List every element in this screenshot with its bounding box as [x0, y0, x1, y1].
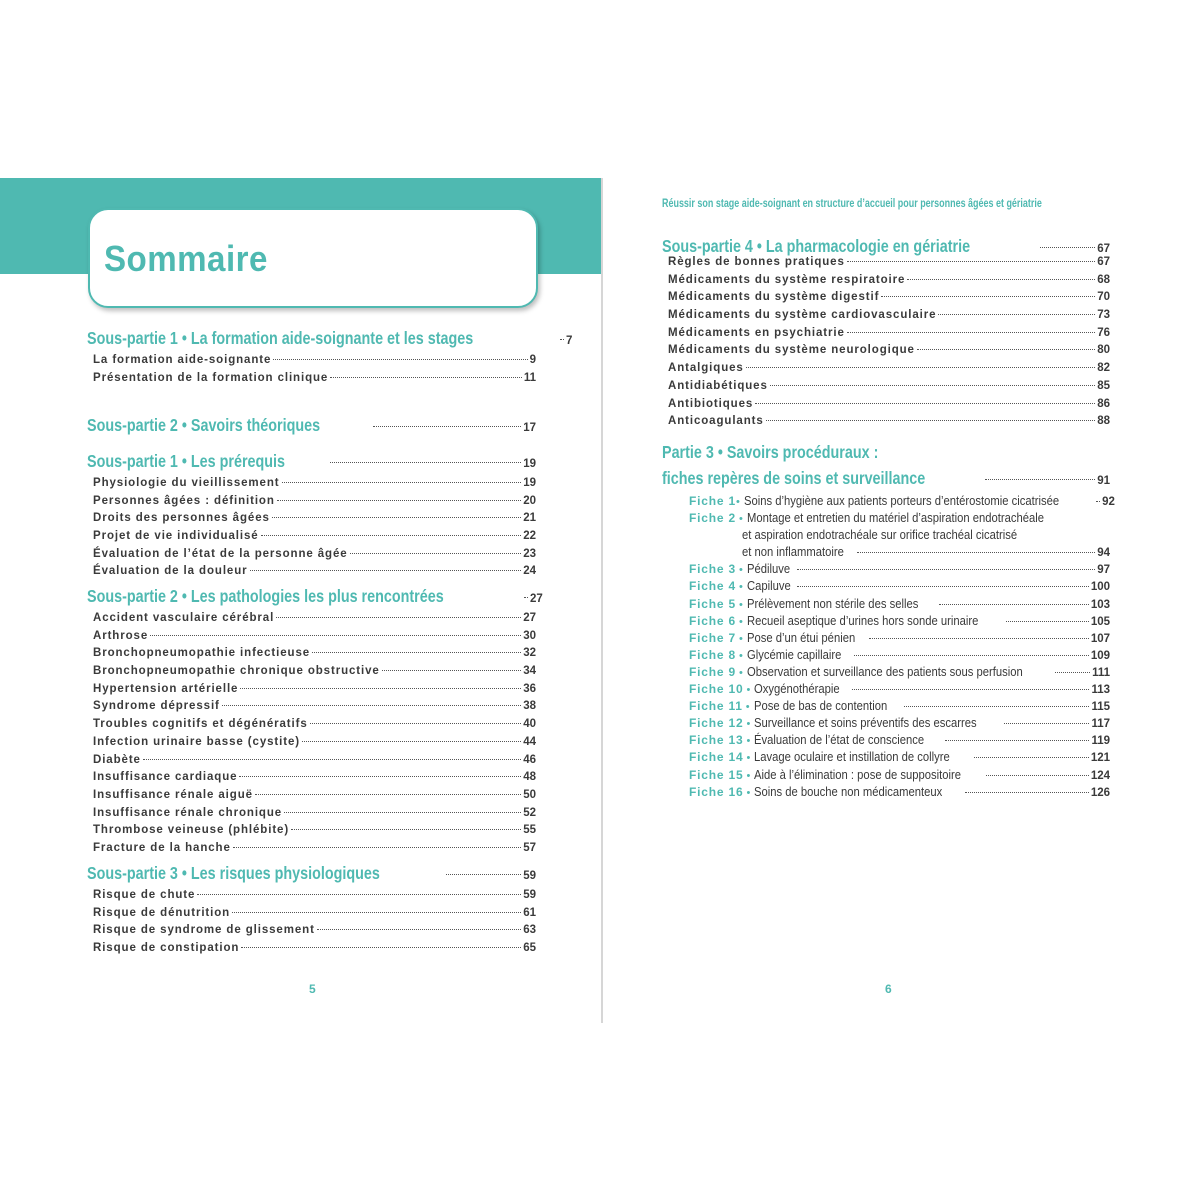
toc-item-page: 52: [523, 806, 536, 819]
toc-section: [87, 863, 536, 960]
toc-item[interactable]: [87, 565, 536, 583]
toc-section: [87, 328, 573, 389]
toc-heading-label: Sous-partie 1 • La formation aide-soignante et les stages: [87, 328, 474, 348]
dot-leader: [755, 403, 1095, 404]
toc-item-label: Anticoagulants: [668, 415, 764, 428]
fiche-entry[interactable]: [662, 631, 1110, 648]
page-title: Sommaire: [104, 238, 268, 279]
fiche-title: Montage et entretien du matériel d’aspiration endotrachéale: [746, 511, 1044, 526]
toc-item-label: Hypertension artérielle: [93, 682, 239, 695]
fiche-number: Fiche 3: [689, 562, 736, 577]
bullet-separator: •: [738, 581, 743, 594]
toc-item-page: 44: [523, 735, 536, 748]
bullet-separator: •: [738, 564, 743, 577]
toc-item[interactable]: [87, 771, 536, 789]
toc-heading[interactable]: [662, 442, 1110, 466]
toc-item-page: 73: [1097, 309, 1110, 322]
fiche-number: Fiche 13: [689, 733, 744, 748]
toc-item-page: 36: [523, 682, 536, 695]
dot-leader: [284, 812, 521, 813]
fiche-entry-continued[interactable]: [662, 528, 1110, 545]
toc-item-page: 32: [523, 647, 536, 660]
fiche-title: Prélèvement non stérile des selles: [746, 596, 919, 611]
toc-item[interactable]: [662, 398, 1110, 416]
toc-item-page: 67: [1097, 256, 1110, 268]
toc-item-page: 48: [523, 771, 536, 784]
toc-item[interactable]: [662, 256, 1110, 274]
toc-item-label: Projet de vie individualisé: [93, 530, 259, 543]
toc-item-label: Diabète: [93, 753, 141, 766]
toc-item[interactable]: [87, 736, 536, 754]
toc-item-page: 40: [523, 718, 536, 731]
toc-item-label: Présentation de la formation clinique: [93, 371, 329, 384]
dot-leader: [965, 792, 1088, 793]
fiche-entry[interactable]: [662, 733, 1110, 750]
fiche-page: 97: [1097, 564, 1110, 577]
toc-item[interactable]: [87, 630, 536, 648]
toc-item[interactable]: [87, 824, 536, 842]
dot-leader: [197, 894, 521, 895]
toc-item-label: Fracture de la hanche: [93, 841, 231, 854]
toc-item-label: Risque de constipation: [93, 942, 240, 955]
toc-heading-page: 59: [523, 870, 536, 882]
dot-leader: [261, 535, 522, 536]
toc-heading[interactable]: [87, 586, 543, 610]
dot-leader: [524, 597, 528, 598]
fiche-number: Fiche 8: [689, 647, 736, 662]
title-box: [88, 208, 538, 308]
fiche-entry[interactable]: [662, 562, 1110, 579]
toc-item-page: 57: [523, 841, 536, 854]
dot-leader: [273, 359, 527, 360]
toc-item[interactable]: [87, 683, 536, 701]
toc-item[interactable]: [662, 344, 1110, 362]
dot-leader: [854, 655, 1089, 656]
fiche-page: 105: [1090, 615, 1110, 628]
toc-item-label: Bronchopneumopathie infectieuse: [93, 647, 311, 660]
toc-item[interactable]: [87, 495, 536, 513]
bullet-separator: •: [736, 496, 740, 508]
toc-item-label: Antibiotiques: [668, 397, 754, 410]
toc-item-label: Risque de dénutrition: [93, 906, 231, 919]
toc-item[interactable]: [87, 700, 536, 718]
toc-item-page: 70: [1097, 291, 1110, 304]
fiche-number: Fiche 9: [689, 664, 736, 679]
dot-leader: [240, 688, 521, 689]
fiche-page: 126: [1090, 786, 1110, 799]
toc-section-pharmacologie: [662, 236, 1110, 433]
dot-leader: [746, 367, 1095, 368]
toc-item-label: Insuffisance rénale chronique: [93, 806, 283, 819]
right-page: [603, 178, 1200, 1023]
toc-item[interactable]: [662, 291, 1110, 309]
fiche-title: Observation et surveillance des patients sous perfusion: [746, 664, 1023, 679]
toc-item[interactable]: [87, 842, 536, 860]
toc-item-label: Insuffisance rénale aiguë: [93, 788, 253, 801]
fiche-title: Soins d’hygiène aux patients porteurs d’entérostomie cicatrisée: [743, 494, 1060, 508]
dot-leader: [945, 740, 1089, 741]
fiche-number: Fiche 11: [689, 699, 743, 714]
page-number: 6: [885, 982, 892, 996]
toc-heading-label: Sous-partie 3 • Les risques physiologiques: [87, 863, 380, 883]
dot-leader: [276, 617, 521, 618]
toc-item-page: 21: [523, 512, 536, 525]
bullet-separator: •: [746, 684, 751, 697]
toc-section: [87, 451, 536, 583]
toc-item-page: 30: [523, 629, 536, 642]
dot-leader: [917, 349, 1095, 350]
toc-item[interactable]: [87, 942, 536, 960]
dot-leader: [282, 482, 522, 483]
running-header: Réussir son stage aide-soignant en structure d’accueil pour personnes âgées et gériatrie: [662, 198, 1042, 210]
dot-leader: [847, 261, 1095, 262]
toc-heading-label: Sous-partie 2 • Les pathologies les plus rencontrées: [87, 586, 444, 606]
dot-leader: [446, 874, 521, 875]
toc-item-page: 38: [523, 700, 536, 713]
fiche-number: Fiche 12: [689, 716, 744, 731]
toc-heading[interactable]: [87, 328, 573, 352]
fiche-entry[interactable]: [662, 682, 1110, 699]
fiche-number: Fiche 10: [689, 682, 744, 697]
bullet-separator: •: [746, 752, 751, 765]
toc-item-page: 65: [523, 942, 536, 955]
toc-heading-label: Sous-partie 4 • La pharmacologie en gériatrie: [662, 236, 971, 256]
left-page: [0, 178, 601, 1023]
fiche-title: Lavage oculaire et instillation de collyre: [754, 750, 951, 765]
toc-item-page: 76: [1097, 326, 1110, 339]
dot-leader: [317, 929, 521, 930]
fiche-entry[interactable]: [662, 665, 1110, 682]
bullet-separator: •: [738, 615, 743, 628]
fiche-number: Fiche 1: [689, 494, 736, 508]
fiche-title: Oxygénothérapie: [754, 682, 840, 697]
toc-item-label: Médicaments du système digestif: [668, 291, 880, 304]
fiche-page: 115: [1091, 701, 1110, 714]
toc-item-page: 24: [523, 565, 536, 578]
toc-item-label: Antalgiques: [668, 362, 744, 375]
toc-item-label: Arthrose: [93, 629, 149, 642]
bullet-separator: •: [738, 649, 743, 662]
toc-item-page: 68: [1097, 273, 1110, 286]
toc-heading-page: 67: [1097, 243, 1110, 255]
toc-item[interactable]: [87, 754, 536, 772]
fiche-entry[interactable]: [662, 750, 1110, 767]
dot-leader: [310, 723, 522, 724]
fiche-number: Fiche 15: [689, 767, 744, 782]
toc-item[interactable]: [87, 718, 536, 736]
dot-leader: [330, 462, 521, 463]
toc-item-page: 9: [529, 354, 536, 366]
toc-heading-label: Sous-partie 2 • Savoirs théoriques: [87, 415, 321, 435]
dot-leader: [150, 635, 521, 636]
toc-item-label: Médicaments du système respiratoire: [668, 273, 906, 286]
dot-leader: [938, 314, 1095, 315]
dot-leader: [985, 479, 1095, 480]
fiche-title: Capiluve: [746, 579, 791, 594]
dot-leader: [241, 947, 521, 948]
toc-item-label: Syndrome dépressif: [93, 700, 220, 713]
fiche-entry[interactable]: [662, 768, 1110, 785]
fiche-page: 121: [1090, 752, 1110, 765]
toc-item[interactable]: [87, 647, 536, 665]
fiche-page: 94: [1097, 547, 1110, 560]
fiche-title: Pose de bas de contention: [753, 699, 887, 714]
toc-item-page: 19: [523, 477, 536, 489]
toc-item-label: Bronchopneumopathie chronique obstructive: [93, 665, 380, 678]
toc-heading[interactable]: [87, 863, 536, 887]
toc-heading[interactable]: [87, 451, 536, 475]
bullet-separator: •: [738, 513, 743, 526]
toc-section: [87, 586, 543, 860]
toc-item-page: 82: [1097, 362, 1110, 375]
fiche-page: 119: [1091, 735, 1110, 748]
toc-item-page: 50: [523, 788, 536, 801]
fiche-number: Fiche 7: [689, 630, 736, 645]
toc-item-label: Insuffisance cardiaque: [93, 771, 238, 784]
dot-leader: [233, 847, 521, 848]
dot-leader: [907, 279, 1095, 280]
toc-item-page: 85: [1097, 379, 1110, 392]
fiche-entry[interactable]: [662, 597, 1110, 614]
toc-item-label: Médicaments en psychiatrie: [668, 326, 845, 339]
fiche-entry[interactable]: [662, 648, 1110, 665]
toc-item-label: Évaluation de la douleur: [93, 565, 248, 578]
fiche-entry[interactable]: [662, 494, 1115, 511]
fiche-page: 100: [1090, 581, 1110, 594]
dot-leader: [986, 775, 1089, 776]
dot-leader: [869, 638, 1089, 639]
dot-leader: [904, 706, 1090, 707]
fiche-title: Glycémie capillaire: [746, 647, 842, 662]
toc-item-page: 88: [1097, 415, 1110, 428]
toc-item[interactable]: [87, 512, 536, 530]
toc-item-label: La formation aide-soignante: [93, 354, 272, 366]
toc-item[interactable]: [662, 309, 1110, 327]
toc-item-label: Thrombose veineuse (phlébite): [93, 824, 290, 837]
bullet-separator: •: [746, 786, 751, 799]
toc-heading-label: Partie 3 • Savoirs procéduraux :: [662, 442, 879, 462]
fiche-entry[interactable]: [662, 785, 1110, 802]
toc-heading-page: 91: [1097, 475, 1110, 487]
page-number: 5: [309, 982, 316, 996]
toc-item[interactable]: [87, 789, 536, 807]
toc-item-label: Infection urinaire basse (cystite): [93, 735, 300, 748]
toc-item-page: 63: [523, 924, 536, 937]
fiche-page: 124: [1090, 769, 1110, 782]
dot-leader: [255, 794, 521, 795]
toc-item[interactable]: [87, 889, 536, 907]
fiche-page: 92: [1102, 496, 1115, 508]
dot-leader: [1040, 247, 1096, 248]
dot-leader: [291, 829, 521, 830]
toc-item[interactable]: [87, 477, 536, 495]
bullet-separator: •: [738, 632, 743, 645]
toc-item-label: Évaluation de l’état de la personne âgée: [93, 547, 348, 560]
toc-item-label: Personnes âgées : définition: [93, 494, 275, 507]
fiche-entry[interactable]: [662, 614, 1110, 631]
toc-item-label: Droits des personnes âgées: [93, 512, 270, 525]
bullet-separator: •: [745, 701, 750, 714]
fiche-title: et non inflammatoire: [742, 545, 844, 560]
toc-item-label: Risque de chute: [93, 889, 196, 901]
dot-leader: [302, 741, 521, 742]
toc-heading-page: 7: [565, 335, 573, 347]
toc-item-page: 23: [523, 547, 536, 560]
dot-leader: [797, 586, 1088, 587]
toc-item[interactable]: [87, 372, 536, 390]
fiche-number: Fiche 14: [689, 750, 744, 765]
toc-item-label: Troubles cognitifs et dégénératifs: [93, 718, 308, 731]
dot-leader: [1096, 501, 1100, 502]
dot-leader: [1055, 672, 1090, 673]
toc-item-page: 55: [523, 824, 536, 837]
dot-leader: [222, 705, 521, 706]
toc-section: [87, 415, 536, 441]
toc-item-label: Médicaments du système neurologique: [668, 344, 915, 357]
toc-item[interactable]: [87, 665, 536, 683]
dot-leader: [143, 759, 521, 760]
fiche-entry[interactable]: [662, 699, 1110, 716]
toc-item-page: 59: [523, 889, 536, 901]
fiche-title: Surveillance et soins préventifs des escarres: [754, 716, 977, 731]
toc-item[interactable]: [662, 380, 1110, 398]
toc-item-label: Règles de bonnes pratiques: [668, 256, 845, 268]
bullet-separator: •: [738, 598, 743, 611]
toc-item[interactable]: [87, 807, 536, 825]
dot-leader: [852, 689, 1090, 690]
dot-leader: [350, 553, 522, 554]
fiche-title: Recueil aseptique d’urines hors sonde urinaire: [746, 613, 979, 628]
fiche-title: et aspiration endotrachéale sur orifice trachéal cicatrisé: [742, 528, 1018, 543]
dot-leader: [277, 500, 521, 501]
toc-heading-page: 19: [523, 458, 536, 470]
dot-leader: [1004, 723, 1090, 724]
toc-item[interactable]: [87, 907, 536, 925]
toc-heading-label: Sous-partie 1 • Les prérequis: [87, 451, 286, 471]
fiche-title: Pédiluve: [746, 562, 790, 577]
dot-leader: [847, 332, 1095, 333]
fiche-title: Pose d’un étui pénien: [746, 630, 856, 645]
toc-item-page: 34: [523, 665, 536, 678]
bullet-separator: •: [738, 666, 743, 679]
toc-item[interactable]: [87, 612, 536, 630]
dot-leader: [560, 339, 564, 340]
dot-leader: [272, 517, 521, 518]
toc-item-page: 86: [1097, 397, 1110, 410]
dot-leader: [312, 652, 521, 653]
toc-item[interactable]: [87, 548, 536, 566]
fiche-entry[interactable]: [662, 716, 1110, 733]
dot-leader: [974, 757, 1089, 758]
fiche-page: 113: [1091, 684, 1110, 697]
toc-item[interactable]: [87, 354, 536, 372]
fiche-entry[interactable]: [662, 511, 1110, 528]
toc-heading-label: fiches repères de soins et surveillance: [662, 468, 926, 488]
toc-heading-page: 17: [523, 422, 536, 434]
toc-item-page: 61: [523, 906, 536, 919]
dot-leader: [881, 296, 1095, 297]
fiche-title: Évaluation de l’état de conscience: [754, 733, 925, 748]
toc-item[interactable]: [662, 274, 1110, 292]
dot-leader: [770, 385, 1095, 386]
bullet-separator: •: [746, 735, 751, 748]
toc-heading[interactable]: [87, 415, 536, 439]
toc-item-page: 46: [523, 753, 536, 766]
dot-leader: [250, 570, 522, 571]
toc-item-page: 80: [1097, 344, 1110, 357]
toc-item[interactable]: [87, 530, 536, 548]
fiche-title: Soins de bouche non médicamenteux: [754, 784, 943, 799]
toc-item-page: 22: [523, 530, 536, 543]
fiche-entry-continued[interactable]: [662, 545, 1110, 562]
toc-item-page: 27: [523, 612, 536, 624]
dot-leader: [373, 426, 521, 427]
dot-leader: [766, 420, 1096, 421]
bullet-separator: •: [746, 769, 751, 782]
dot-leader: [232, 912, 521, 913]
fiche-page: 103: [1090, 598, 1110, 611]
toc-item[interactable]: [662, 415, 1110, 433]
toc-item-label: Risque de syndrome de glissement: [93, 924, 315, 937]
bullet-separator: •: [746, 718, 751, 731]
toc-item-label: Antidiabétiques: [668, 379, 768, 392]
dot-leader: [939, 604, 1089, 605]
dot-leader: [797, 569, 1095, 570]
dot-leader: [857, 552, 1095, 553]
fiche-number: Fiche 5: [689, 596, 736, 611]
toc-item[interactable]: [662, 327, 1110, 345]
toc-heading-page: 27: [530, 593, 543, 605]
fiche-page: 117: [1091, 718, 1110, 731]
dot-leader: [330, 377, 522, 378]
dot-leader: [382, 670, 521, 671]
fiche-number: Fiche 16: [689, 784, 744, 799]
fiche-title: Aide à l’élimination : pose de suppositoire: [754, 767, 962, 782]
fiche-page: 107: [1090, 632, 1110, 645]
fiche-number: Fiche 6: [689, 613, 736, 628]
toc-item-page: 20: [523, 494, 536, 507]
toc-item-label: Physiologie du vieillissement: [93, 477, 280, 489]
toc-item[interactable]: [87, 924, 536, 942]
fiche-page: 109: [1090, 649, 1110, 662]
toc-item-label: Accident vasculaire cérébral: [93, 612, 275, 624]
dot-leader: [239, 776, 521, 777]
toc-item[interactable]: [662, 362, 1110, 380]
fiche-entry[interactable]: [662, 579, 1110, 596]
toc-section-partie-3: [662, 442, 1115, 802]
fiche-number: Fiche 2: [689, 511, 736, 526]
fiche-number: Fiche 4: [689, 579, 736, 594]
toc-heading[interactable]: [662, 468, 1110, 492]
fiche-page: 111: [1092, 666, 1110, 679]
toc-item-label: Médicaments du système cardiovasculaire: [668, 309, 937, 322]
dot-leader: [1006, 621, 1089, 622]
toc-item-page: 11: [523, 371, 536, 384]
